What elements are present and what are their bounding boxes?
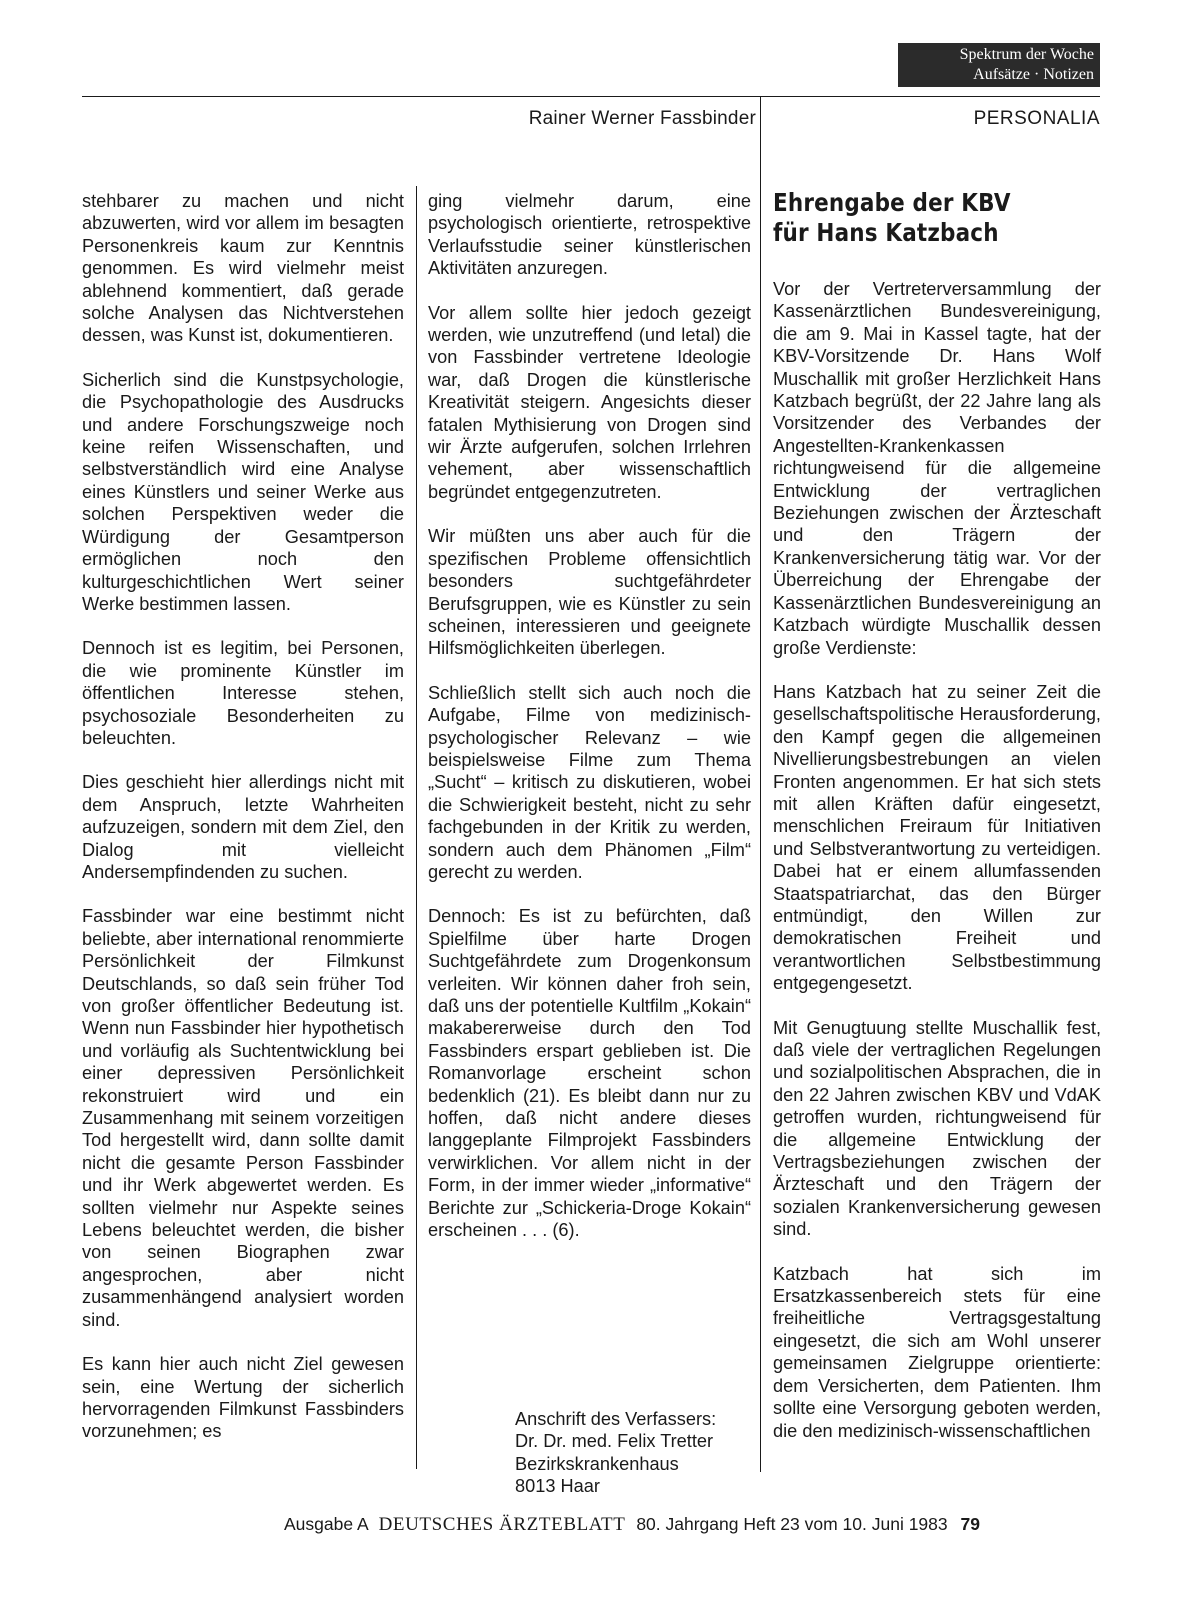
header-rule [82,96,1100,97]
article-column-2 [428,190,751,1263]
paragraph: Hans Katzbach hat zu seiner Zeit die gesellschaftspolitische Herausforderung, den Kampf gegen die allgemeinen Nivellierungsbestrebungen an vielen Fronten angenommen. Er hat sich stets mit allen Kräften dafür eingesetzt, menschlichen Freiraum für Initiativen und Selbstverantwortung zu verteidigen. Dabei hat er einem allumfassenden Staatspatriarchat, das den Bürger entmündigt, den Willen zur demokratischen Freiheit und verantwortlichen Selbstbestimmung entgegengesetzt. [773,681,1101,994]
paragraph: Fassbinder war eine bestimmt nicht beliebte, aber international renommierte Persönlichkeit der Filmkunst Deutschlands, so daß sein früher Tod von großer öffentlicher Bedeutung ist. Wenn nun Fassbinder hier hypothetisch und vorläufig als Suchtentwicklung bei einer depressiven Persönlichkeit rekonstruiert wird und ein Zusammenhang mit seinem vorzeitigen Tod hergestellt wird, dann sollte damit nicht die gesamte Person Fassbinder und ihr Werk abgewertet werden. Es sollten vielmehr nur Aspekte seines Lebens beleuchtet werden, die bisher von seinen Biographen zwar angesprochen, aber nicht zusammenhängend analysiert worden sind. [82,906,404,1330]
news-column [773,278,1101,1464]
address-line: Anschrift des Verfassers: [515,1409,717,1429]
paragraph: Schließlich stellt sich auch noch die Aufgabe, Filme von medizinisch-psychologischer Relevanz – wie beispielsweise Filme zum Thema „Sucht“ – kritisch zu diskutieren, wobei die Schwierigkeit besteht, nicht zu sehr fachgebunden in der Kritik zu werden, sondern auch dem Phänomen „Film“ gerecht zu werden. [428,682,751,882]
page-footer [284,1514,1104,1536]
section-label: PERSONALIA [973,108,1100,129]
paragraph: Katzbach hat sich im Ersatzkassenbereich stets für eine freiheitliche Vertragsgestaltung eingesetzt, die sich am Wohl unserer gemeinsamen Zielgruppe orientierte: dem Versicherten, dem Patienten. Ihm sollte eine Versorgung geboten werden, die den medizinisch-wissenschaftlichen [773,1263,1101,1441]
page-number: 79 [960,1514,980,1534]
headline-line: Ehrengabe der KBV [773,188,1011,217]
paragraph: Es kann hier auch nicht Ziel gewesen sein, eine Wertung der sicherlich hervorragenden Filmkunst Fassbinders vorzunehmen; es [82,1354,404,1442]
paragraph: Dies geschieht hier allerdings nicht mit dem Anspruch, letzte Wahrheiten aufzuzeigen, sondern mit dem Ziel, den Dialog mit vielleicht Andersempfindenden zu suchen. [82,772,404,882]
author-address [515,1408,755,1498]
news-headline [773,188,1055,248]
paragraph: Wir müßten uns aber auch für die spezifischen Probleme offensichtlich besonders suchtgefährdeter Berufsgruppen, wie es Künstler zu sein scheinen, interessieren und geeignete Hilfsmöglichkeiten überlegen. [428,526,751,659]
article-column-1 [82,190,404,1465]
paragraph: Vor der Vertreterversammlung der Kassenärztlichen Bundesvereinigung, die am 9. Mai in Kassel tagte, hat der KBV-Vorsitzende Dr. Hans Wolf Muschallik mit großer Herzlichkeit Hans Katzbach begrüßt, der 22 Jahre lang als Vorsitzender des Verbandes der Angestellten-Krankenkassen richtungweisend für die allgemeine Entwicklung der vertraglichen Beziehungen zwischen der Ärzteschaft und den Trägern der Krankenversicherung tätig war. Vor der Überreichung der Ehrengabe der Kassenärztlichen Bundesvereinigung an Katzbach würdigte Muschallik dessen große Verdienste: [773,279,1101,658]
paragraph: Sicherlich sind die Kunstpsychologie, die Psychopathologie des Ausdrucks und andere Forschungszweige noch keine reifen Wissenschaften, und selbstverständlich wird eine Analyse eines Künstlers und seiner Werke aus solchen Perspektiven weder die Würdigung der Gesamtperson ermöglichen noch den kulturgeschichtlichen Wert seiner Werke bestimmen lassen. [82,369,404,614]
paragraph: ging vielmehr darum, eine psychologisch orientierte, retrospektive Verlaufsstudie seiner künstlerischen Aktivitäten anzuregen. [428,191,751,279]
column-divider-1 [416,186,417,1469]
headline-line: für Hans Katzbach [773,218,999,247]
paragraph: Vor allem sollte hier jedoch gezeigt werden, wie unzutreffend (und letal) die von Fassbinder vertretene Ideologie war, daß Drogen die künstlerische Kreativität steigern. Angesichts dieser fatalen Mythisierung von Drogen sind wir Ärzte aufgerufen, solchen Irrlehren vehement, aber wissenschaftlich begründet entgegenzutreten. [428,302,751,502]
footer-issue: 80. Jahrgang Heft 23 vom 10. Juni 1983 [636,1514,948,1534]
paragraph: Mit Genugtuung stellte Muschallik fest, daß viele der vertraglichen Regelungen und sozialpolitischen Absprachen, die in den 22 Jahren zwischen KBV und VdAK getroffen wurden, richtungweisend für die allgemeine Entwicklung der Vertragsbeziehungen zwischen der Ärzteschaft und den Trägern der sozialen Krankenversicherung gewesen sind. [773,1017,1101,1240]
paragraph: stehbarer zu machen und nicht abzuwerten, wird vor allem im besagten Personenkreis kaum zur Kenntnis genommen. Es wird vielmehr meist ablehnend kommentiert, daß gerade solche Analysen das Nichtverstehen dessen, was Kunst ist, dokumentieren. [82,191,404,346]
footer-journal: DEUTSCHES ÄRZTEBLATT [378,1514,626,1535]
paragraph: Dennoch ist es legitim, bei Personen, die wie prominente Künstler im öffentlichen Interesse stehen, psychosoziale Besonderheiten zu beleuchten. [82,638,404,748]
running-head: Rainer Werner Fassbinder [528,108,756,129]
badge-line-2: Aufsätze · Notizen [973,66,1094,83]
address-line: 8013 Haar [515,1476,600,1497]
section-badge [898,43,1100,87]
column-divider-2 [760,96,761,1472]
paragraph: Dennoch: Es ist zu befürchten, daß Spielfilme über harte Drogen Suchtgefährdete zum Drogenkonsum verleiten. Wir können daher froh sein, daß uns der potentielle Kultfilm „Kokain“ makabererweise durch den Tod Fassbinders erspart geblieben ist. Die Romanvorlage erscheint schon bedenklich (21). Es bleibt dann nur zu hoffen, daß nicht andere dieses langgeplante Filmprojekt Fassbinders verwirklichen. Vor allem nicht in der Form, in der immer wieder „informative“ Berichte zur „Schickeria-Droge Kokain“ erscheinen . . . (6). [428,906,751,1241]
address-line: Bezirkskrankenhaus [515,1453,679,1474]
badge-line-1: Spektrum der Woche [959,46,1094,63]
address-line: Dr. Dr. med. Felix Tretter [515,1431,714,1452]
footer-edition: Ausgabe A [284,1514,368,1534]
